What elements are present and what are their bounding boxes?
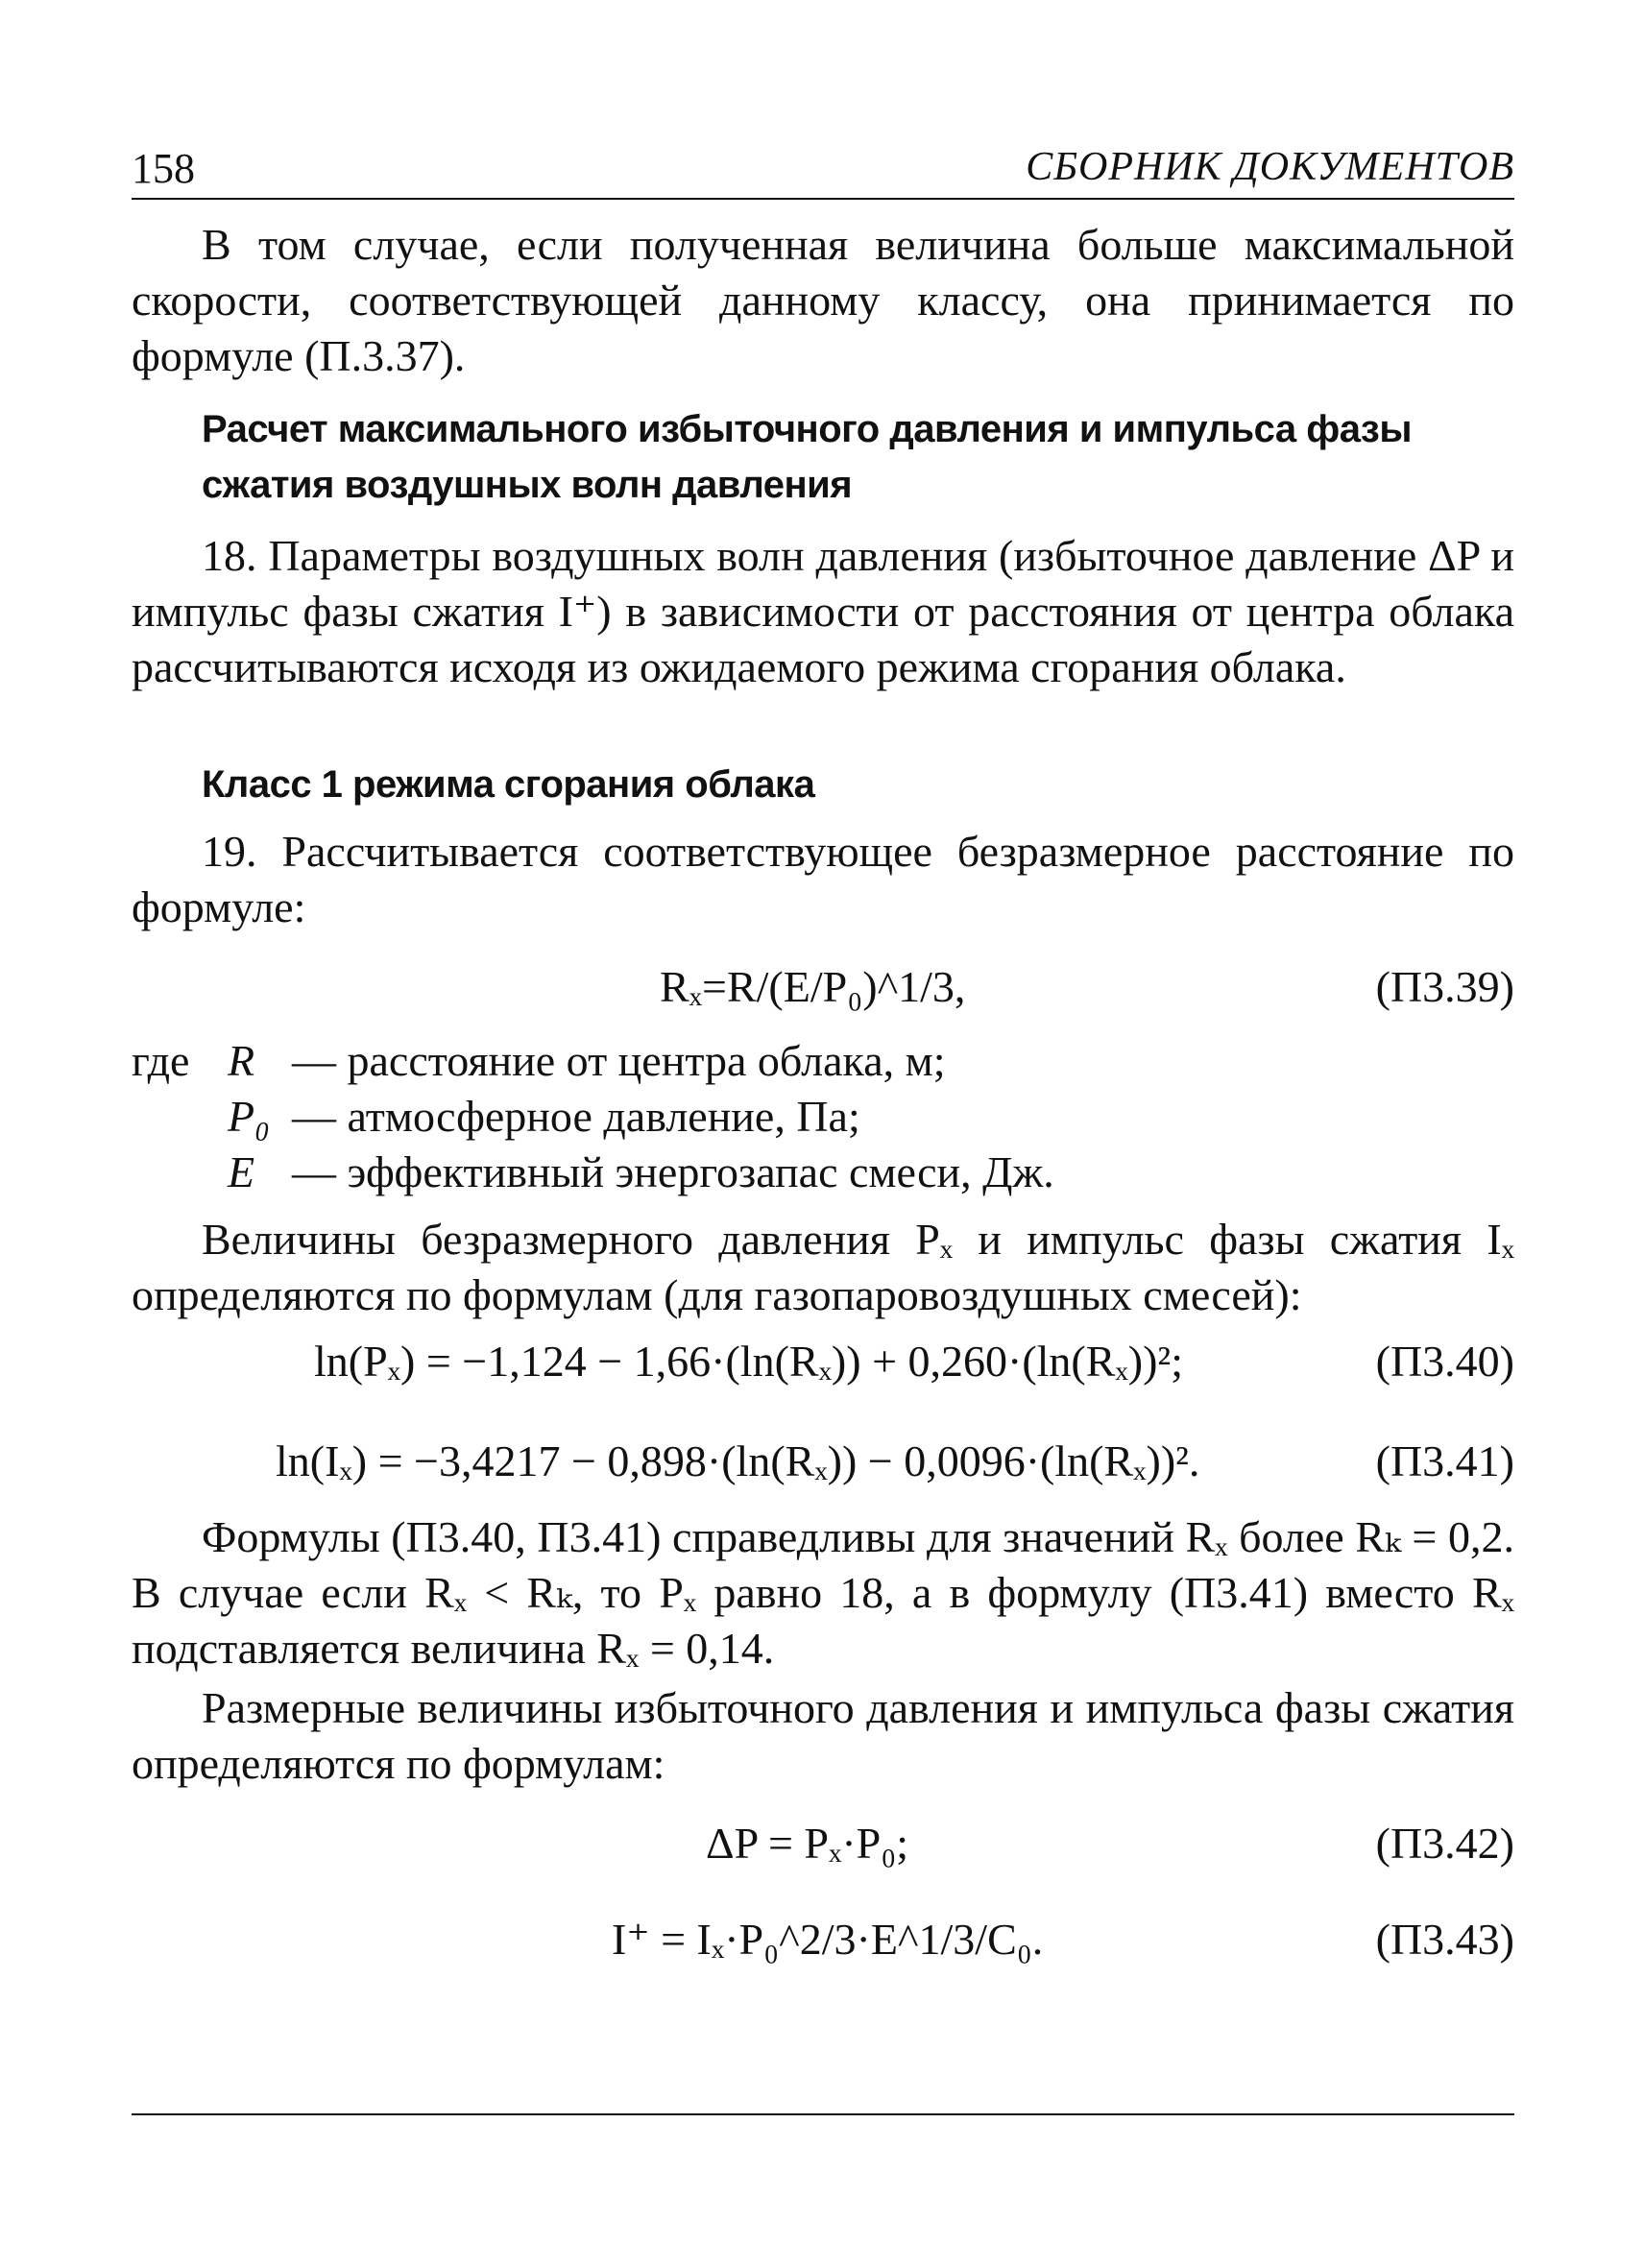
page-number: 158 <box>132 145 195 192</box>
running-title: СБОРНИК ДОКУМЕНТОВ <box>1026 145 1514 189</box>
formula-expression: ln(Iₓ) = −3,4217 − 0,898·(ln(Rₓ)) − 0,0096·(ln(Rₓ))². <box>276 1436 1200 1485</box>
formula-number: (П3.43) <box>1375 1915 1514 1964</box>
formula-p3-40 <box>132 1333 1514 1390</box>
paragraph-19: 19. Рассчитывается соответствующее безразмерное расстояние по формуле: <box>132 827 1514 931</box>
formula-p3-41 <box>132 1433 1514 1490</box>
variable-definitions <box>132 1033 1514 1200</box>
definition-row: E — эффективный энергозапас смеси, Дж. <box>228 1147 1054 1196</box>
paragraph-validity: Формулы (П3.40, П3.41) справедливы для значений Rₓ более Rₖ = 0,2. В случае если Rₓ < Rₖ, то Pₓ равно 18, а в формулу (П3.41) вместо Rₓ подставляется величина Rₓ = 0,14. <box>132 1512 1514 1673</box>
formula-expression: Rₓ=R/(E/P₀)^1/3, <box>660 962 966 1011</box>
paragraph-values: Величины безразмерного давления Pₓ и импульс фазы сжатия Iₓ определяются по формулам (для газопаровоздушных смесей): <box>132 1215 1514 1319</box>
formula-number: (П3.42) <box>1375 1819 1514 1868</box>
formula-number: (П3.40) <box>1375 1337 1514 1386</box>
page-header <box>132 144 1514 200</box>
formula-p3-42 <box>132 1815 1514 1872</box>
formula-expression: ΔP = Pₓ·P₀; <box>706 1819 909 1868</box>
section-heading-1: Расчет максимального избыточного давления и импульса фазы сжатия воздушных волн давления <box>202 408 1412 506</box>
paragraph-p1: В том случае, если полученная величина больше максимальной скорости, соответствующей данному классу, она принимается по формуле (П.3.37). <box>132 220 1514 380</box>
footer-rule <box>132 2113 1514 2115</box>
formula-p3-43 <box>132 1911 1514 1968</box>
paragraph-dimensional: Размерные величины избыточного давления и импульса фазы сжатия определяются по формулам: <box>132 1683 1514 1788</box>
formula-expression: I⁺ = Iₓ·P₀^2/3·E^1/3/C₀. <box>612 1915 1044 1964</box>
formula-number: (П3.41) <box>1375 1436 1514 1485</box>
paragraph-18: 18. Параметры воздушных волн давления (избыточное давление ΔP и импульс фазы сжатия I⁺) в зависимости от расстояния от центра облака рассчитываются исходя из ожидаемого режима сгорания облака. <box>132 531 1514 691</box>
formula-p3-39 <box>132 958 1514 1016</box>
definition-row: P₀ — атмосферное давление, Па; <box>228 1092 860 1141</box>
formula-number: (П3.39) <box>1375 962 1514 1011</box>
definition-row: где R — расстояние от центра облака, м; <box>132 1036 946 1085</box>
section-heading-2: Класс 1 режима сгорания облака <box>202 763 815 806</box>
formula-expression: ln(Pₓ) = −1,124 − 1,66·(ln(Rₓ)) + 0,260·(ln(Rₓ))²; <box>314 1337 1183 1386</box>
